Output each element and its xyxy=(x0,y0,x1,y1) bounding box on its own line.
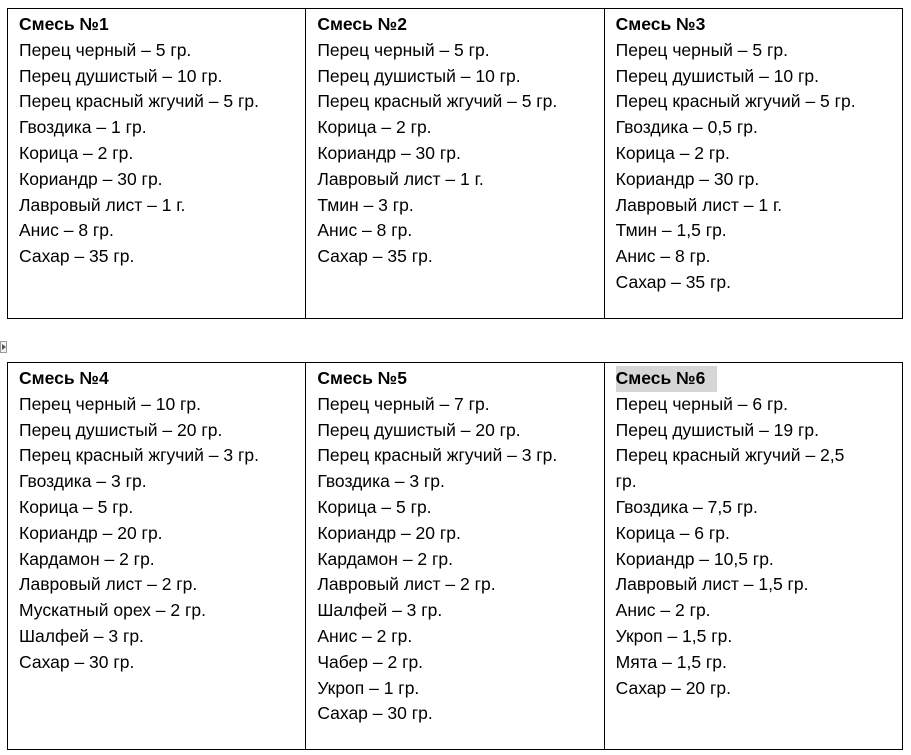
ingredient-line: Кориандр – 10,5 гр. xyxy=(615,548,774,569)
ingredient-line: Перец душистый – 20 гр. xyxy=(19,419,223,440)
ingredient-line: Сахар – 35 гр. xyxy=(615,271,732,292)
ingredient-line: Анис – 8 гр. xyxy=(19,220,114,241)
ingredient-line: Тмин – 1,5 гр. xyxy=(615,220,727,241)
ingredient-line: Гвоздика – 3 гр. xyxy=(19,471,147,492)
ingredient-line: Перец красный жгучий – 3 гр. xyxy=(317,445,558,466)
mix-title: Смесь №1 xyxy=(19,14,109,34)
mix-cell-2[interactable] xyxy=(306,9,604,319)
ingredient-line: Укроп – 1,5 гр. xyxy=(615,625,733,646)
ingredient-line: Лавровый лист – 1 г. xyxy=(317,168,484,189)
ingredient-line: Корица – 2 гр. xyxy=(317,117,432,138)
ingredient-line: Гвоздика – 1 гр. xyxy=(19,117,147,138)
ingredient-line: Укроп – 1 гр. xyxy=(317,677,420,698)
ingredient-line: Чабер – 2 гр. xyxy=(317,651,424,672)
ingredient-line: Лавровый лист – 1 г. xyxy=(19,194,186,215)
ingredient-line: Перец черный – 5 гр. xyxy=(317,39,490,60)
ingredient-line: Перец красный жгучий – 3 гр. xyxy=(19,445,259,466)
ingredient-line: Анис – 2 гр. xyxy=(317,625,413,646)
ingredient-line: Перец душистый – 20 гр. xyxy=(317,419,521,440)
mix-title: Смесь №4 xyxy=(19,368,109,388)
ingredient-line: Шалфей – 3 гр. xyxy=(19,625,144,646)
mix-cell-5[interactable] xyxy=(306,363,604,750)
ingredient-line: Перец черный – 10 гр. xyxy=(19,393,202,414)
mix-cell-4[interactable] xyxy=(8,363,306,750)
ingredient-line: Перец красный жгучий – 2,5 xyxy=(615,445,845,466)
mix-cell-6[interactable] xyxy=(604,363,902,750)
ingredient-line: Гвоздика – 3 гр. xyxy=(317,471,445,492)
ingredient-line: Анис – 2 гр. xyxy=(615,600,711,621)
mix-title-selected: Смесь №6 xyxy=(616,366,718,392)
ingredient-line: Перец черный – 5 гр. xyxy=(615,39,788,60)
ingredient-line: Перец черный – 7 гр. xyxy=(317,393,490,414)
mix-cell-3[interactable] xyxy=(604,9,902,319)
ingredient-line: Гвоздика – 7,5 гр. xyxy=(615,496,758,517)
ingredient-line: Корица – 5 гр. xyxy=(317,496,432,517)
ingredient-line: Анис – 8 гр. xyxy=(615,246,711,267)
ingredient-line: Лавровый лист – 1 г. xyxy=(615,194,783,215)
ingredient-line: Корица – 2 гр. xyxy=(615,142,730,163)
ingredient-line: Кориандр – 30 гр. xyxy=(317,142,461,163)
ingredient-line: Лавровый лист – 2 гр. xyxy=(19,574,198,595)
ingredient-line: Перец душистый – 19 гр. xyxy=(615,419,819,440)
mix-title: Смесь №5 xyxy=(317,368,408,388)
ingredient-line: Корица – 5 гр. xyxy=(19,496,134,517)
ingredient-line: Перец красный жгучий – 5 гр. xyxy=(317,91,558,112)
spice-mix-table-bottom xyxy=(7,362,903,750)
ingredient-line: Мускатный орех – 2 гр. xyxy=(19,600,206,621)
ingredient-line: Кориандр – 20 гр. xyxy=(317,522,461,543)
mix-cell-1[interactable] xyxy=(8,9,306,319)
ingredient-line: Лавровый лист – 2 гр. xyxy=(317,574,496,595)
ingredient-line: Сахар – 30 гр. xyxy=(317,703,433,724)
ingredient-line: Гвоздика – 0,5 гр. xyxy=(615,117,758,138)
table-move-handle[interactable] xyxy=(0,341,7,353)
ingredient-line: Сахар – 20 гр. xyxy=(615,677,732,698)
table-row xyxy=(8,9,903,319)
ingredient-line: Перец душистый – 10 гр. xyxy=(317,65,521,86)
ingredient-line: Перец красный жгучий – 5 гр. xyxy=(19,91,259,112)
spice-mix-table-top xyxy=(7,8,903,319)
ingredient-line: Перец душистый – 10 гр. xyxy=(19,65,223,86)
ingredient-line: Перец черный – 5 гр. xyxy=(19,39,192,60)
ingredient-line: Перец черный – 6 гр. xyxy=(615,393,788,414)
ingredient-line: Мята – 1,5 гр. xyxy=(615,651,727,672)
ingredient-line: Корица – 2 гр. xyxy=(19,142,134,163)
ingredient-line: Перец красный жгучий – 5 гр. xyxy=(615,91,856,112)
ingredient-line: Кориандр – 20 гр. xyxy=(19,522,163,543)
ingredient-line: Лавровый лист – 1,5 гр. xyxy=(615,574,809,595)
ingredient-line: Шалфей – 3 гр. xyxy=(317,600,443,621)
mix-title: Смесь №3 xyxy=(615,14,706,34)
ingredient-line: Сахар – 35 гр. xyxy=(19,246,135,267)
ingredient-line: Анис – 8 гр. xyxy=(317,220,413,241)
ingredient-line: Перец душистый – 10 гр. xyxy=(615,65,819,86)
ingredient-line: Кориандр – 30 гр. xyxy=(19,168,163,189)
ingredient-line: Кардамон – 2 гр. xyxy=(317,548,453,569)
ingredient-line: Сахар – 35 гр. xyxy=(317,246,433,267)
ingredient-line: Кардамон – 2 гр. xyxy=(19,548,155,569)
ingredient-line: Корица – 6 гр. xyxy=(615,522,730,543)
ingredient-line: Сахар – 30 гр. xyxy=(19,651,135,672)
mix-title: Смесь №2 xyxy=(317,14,408,34)
ingredient-line: Кориандр – 30 гр. xyxy=(615,168,760,189)
table-row xyxy=(8,363,903,750)
ingredient-line: гр. xyxy=(615,471,637,492)
ingredient-line: Тмин – 3 гр. xyxy=(317,194,414,215)
